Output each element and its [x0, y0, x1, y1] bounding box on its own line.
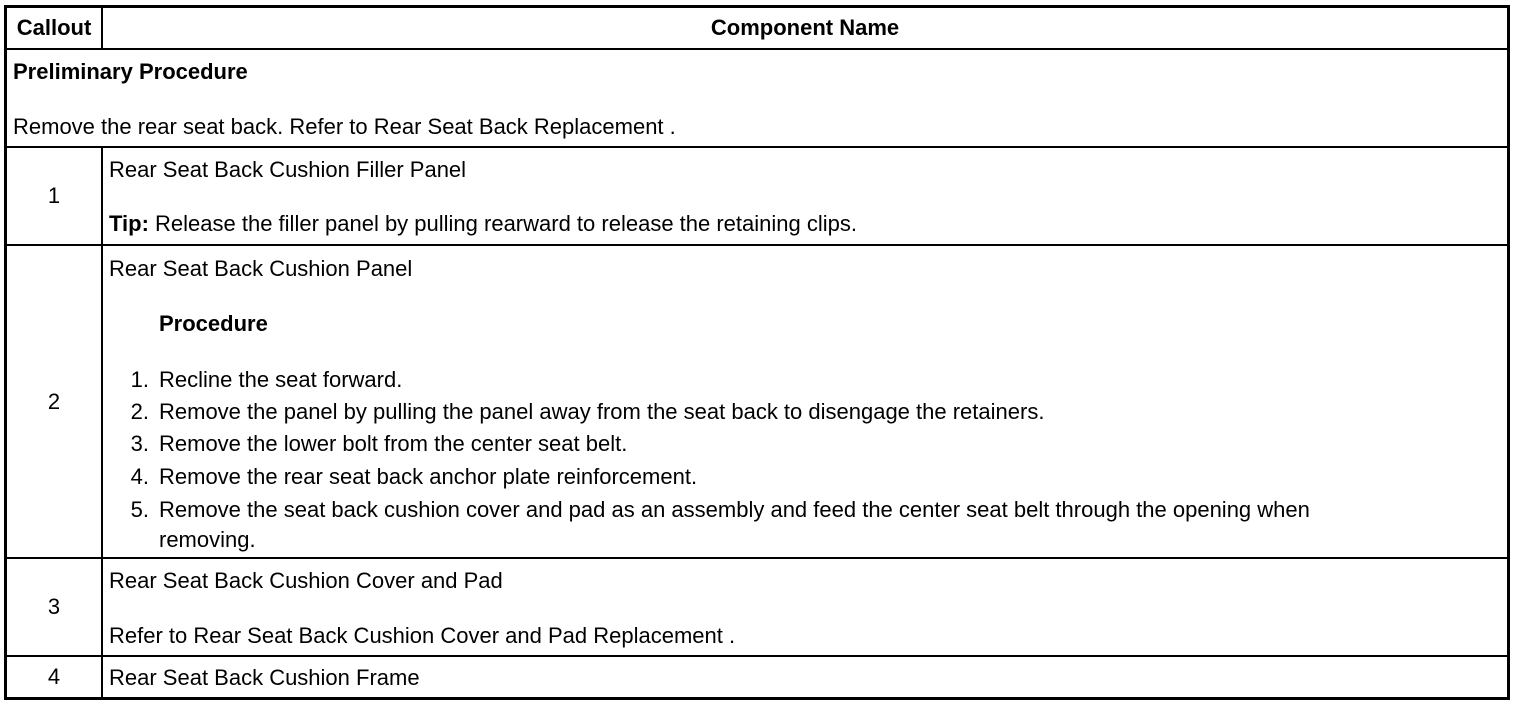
- table-row: [7, 557, 1507, 655]
- table-row: [7, 655, 1507, 697]
- component-name: Rear Seat Back Cushion Panel: [109, 256, 413, 281]
- preliminary-row: [7, 48, 1507, 146]
- step-number: 1.: [130, 367, 149, 392]
- name-cell: [103, 148, 1507, 244]
- callout-cell: [7, 559, 103, 655]
- step-text: Remove the seat back cushion cover and pad as an assembly and feed the center seat belt through the opening when: [159, 497, 1310, 522]
- callout-number: 2: [47, 388, 61, 414]
- callout-number: 1: [47, 183, 61, 208]
- callout-cell: [7, 246, 103, 557]
- step-number: 5.: [130, 497, 149, 522]
- procedure-title: Procedure: [159, 311, 268, 336]
- header-component-name-label: Component Name: [710, 15, 900, 40]
- name-cell: [103, 559, 1507, 655]
- component-name: Rear Seat Back Cushion Cover and Pad: [109, 568, 503, 593]
- callout-cell: [7, 657, 103, 697]
- callout-cell: [7, 148, 103, 244]
- step-text: Remove the lower bolt from the center seat belt.: [159, 431, 628, 456]
- header-callout: [7, 8, 103, 48]
- name-cell: [103, 246, 1507, 557]
- step-number: 2.: [130, 399, 149, 424]
- component-name: Rear Seat Back Cushion Frame: [109, 665, 420, 690]
- tip-label: Tip:: [109, 211, 149, 236]
- tip-text: Release the filler panel by pulling rearward to release the retaining clips.: [148, 211, 857, 236]
- step-number: 3.: [130, 431, 149, 456]
- step-text: Remove the rear seat back anchor plate reinforcement.: [159, 464, 698, 489]
- header-component-name: [103, 8, 1507, 48]
- tip-line: [109, 211, 857, 237]
- preliminary-title: Preliminary Procedure: [13, 59, 248, 84]
- component-name: Rear Seat Back Cushion Filler Panel: [109, 157, 467, 182]
- callout-number: 3: [47, 594, 61, 619]
- step-text: Remove the panel by pulling the panel away from the seat back to disengage the retainers.: [159, 399, 1045, 424]
- name-cell: [103, 657, 1507, 697]
- header-callout-label: Callout: [16, 15, 92, 40]
- table-header-row: [7, 8, 1507, 48]
- callout-number: 4: [47, 664, 61, 689]
- component-table: [4, 5, 1510, 700]
- step-number: 4.: [130, 464, 149, 489]
- preliminary-text: Remove the rear seat back. Refer to Rear Seat Back Replacement .: [13, 114, 676, 139]
- step-text: Recline the seat forward.: [159, 367, 403, 392]
- table-row: [7, 244, 1507, 557]
- step-text-continued: removing.: [159, 527, 256, 552]
- table-row: [7, 146, 1507, 244]
- reference-note: Refer to Rear Seat Back Cushion Cover and Pad Replacement .: [109, 623, 736, 648]
